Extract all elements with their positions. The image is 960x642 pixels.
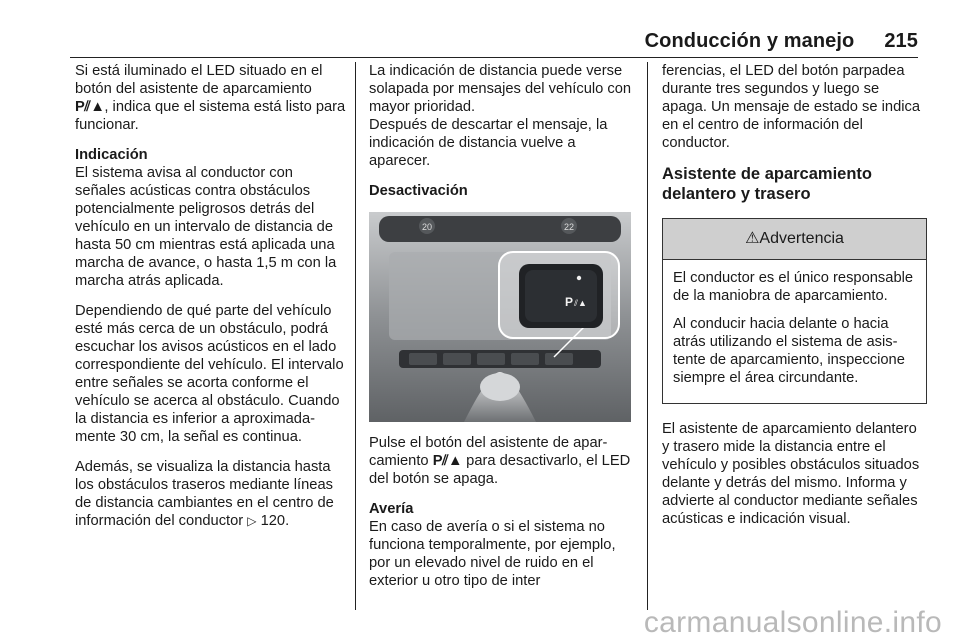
paragraph: Pulse el botón del asistente de aparcamiento P⫽▲ para desactivarlo, el LED del botón se apaga. — [369, 435, 631, 487]
paragraph: Después de descartar el mensaje, la indicación de distancia vuelve a aparecer. — [369, 117, 608, 169]
column-divider — [355, 62, 356, 610]
reference-arrow-icon: ▷ — [247, 514, 257, 528]
page-reference-link[interactable]: ▷ 120. — [247, 513, 290, 529]
section-heading: Asistente de aparcamiento delantero y trasero — [662, 165, 872, 203]
subheading-deactivation: Desactivación — [369, 183, 468, 199]
paragraph: Avería En caso de avería o si el sistema no funciona temporalmente, por ejemplo, por un elevado nivel de ruido en el exterior u otro tipo de inter — [369, 500, 632, 590]
column-2 — [369, 62, 632, 602]
warning-body — [663, 260, 926, 403]
column-divider — [647, 62, 648, 610]
page-header — [645, 30, 918, 53]
chapter-title: Conducción y manejo — [644, 30, 855, 52]
paragraph: El asistente de aparcamiento delantero y trasero mide la distancia entre el vehículo y posibles obstáculos situados delante y detrás del mismo. Informa y advierte al conductor mediante señales acústicas e indicación visual. — [662, 421, 920, 527]
parking-assist-icon: P⫽▲ — [432, 453, 463, 469]
warning-box — [662, 218, 927, 404]
column-3 — [662, 62, 927, 540]
warning-header — [663, 219, 926, 260]
paragraph: Además, se visualiza la distancia hasta los obstáculos traseros mediante líneas de distancia cambiantes en el centro de información del conductor ▷ 120. — [75, 459, 334, 529]
svg-text:⫽▲: ⫽▲ — [574, 298, 587, 308]
parking-assist-icon: P⫽▲ — [75, 99, 105, 115]
page-number: 215 — [884, 30, 918, 52]
warning-paragraph: El conductor es el único responsable de la maniobra de aparcamiento. — [673, 270, 914, 304]
photo-button-label: P — [565, 295, 574, 309]
paragraph: ferencias, el LED del botón parpadea durante tres segundos y luego se apaga. Un mensaje de estado se indica en el centro de información del conductor. — [662, 63, 921, 151]
paragraph: Si está iluminado el LED situado en el botón del asistente de aparcamiento P⫽▲, indica que el sistema está listo para funcionar. — [75, 63, 346, 133]
warning-triangle-icon: ⚠ — [745, 230, 760, 247]
paragraph: Dependiendo de qué parte del vehículo esté más cerca de un obstáculo, podrá escuchar los avisos acústicos en el lado correspondiente del vehículo. El intervalo entre señales se acorta conforme el vehículo se acerca al obstáculo. Cuando la distancia es inferior a aproximadamente 30 cm, la señal es continua. — [75, 303, 344, 445]
warning-title: Advertencia — [759, 230, 844, 247]
svg-text:22: 22 — [564, 222, 575, 232]
column-1 — [75, 62, 347, 542]
paragraph: Indicación El sistema avisa al conductor con señales acústicas contra obstáculos potencialmente peligrosos detrás del vehículo en un intervalo de distancia de hasta 50 cm mientras está aplicada una marcha de avance, o hasta 1,5 m con la marcha atrás aplicada. — [75, 146, 347, 290]
header-rule — [70, 57, 918, 58]
warning-paragraph: Al conducir hacia delante o hacia atrás utilizando el sistema de asistente de aparcamiento, inspeccione siempre el área circundante. — [673, 316, 905, 386]
watermark: carmanualsonline.info — [643, 606, 942, 639]
parking-button-photo — [369, 212, 631, 422]
paragraph: La indicación de distancia puede verse solapada por mensajes del vehículo con mayor prioridad. — [369, 63, 632, 115]
subheading-fault: Avería — [369, 501, 414, 517]
subheading-indication: Indicación — [75, 147, 148, 163]
svg-text:20: 20 — [422, 222, 433, 232]
